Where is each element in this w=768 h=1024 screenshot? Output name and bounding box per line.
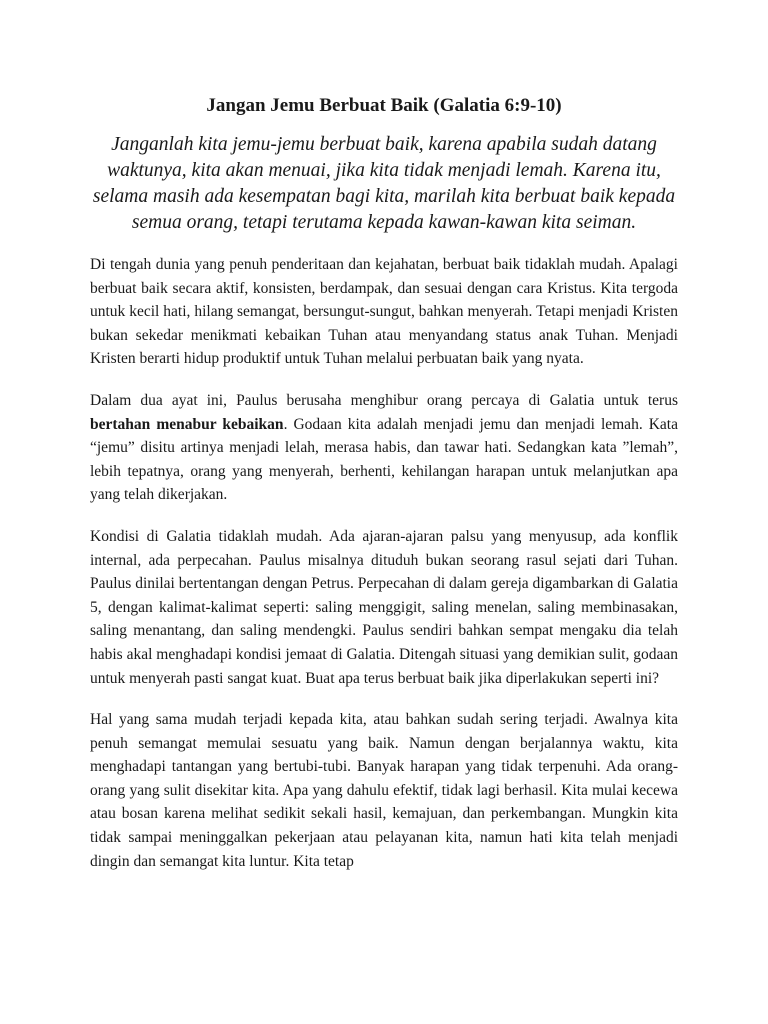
paragraph-1: Di tengah dunia yang penuh penderitaan dan kejahatan, berbuat baik tidaklah mudah. Apalagi berbuat baik secara aktif, konsisten, berdampak, dan sesuai dengan cara Kristus. Kita tergoda untuk kecil hati, hilang semangat, bersungut-sungut, bahkan menyerah. Tetapi menjadi Kristen bukan sekedar menikmati kebaikan Tuhan atau menyandang status anak Tuhan. Menjadi Kristen berarti hidup produktif untuk Tuhan melalui perbuatan baik yang nyata. [90,256,678,368]
paragraph-2-text-start: Dalam dua ayat ini, Paulus berusaha menghibur orang percaya di Galatia untuk terus [90,391,678,409]
paragraph-2-text-end: . Godaan kita adalah menjadi jemu dan menjadi lemah. Kata “jemu” disitu artinya menjadi lelah, merasa habis, dan tawar hati. Sedangkan kata ”lemah”, lebih tepatnya, orang yang menyerah, berhenti, kehilangan harapan untuk melanjutkan apa yang telah dikerjakan. [90,415,678,504]
paragraph-2-emphasis: bertahan menabur kebaikan [90,415,284,433]
paragraph-4: Hal yang sama mudah terjadi kepada kita, atau bahkan sudah sering terjadi. Awalnya kita penuh semangat memulai sesuatu yang baik. Namun dengan berjalannya waktu, kita menghadapi tantangan yang bertubi-tubi. Banyak harapan yang tidak terpenuhi. Ada orang-orang yang sulit disekitar kita. Apa yang dahulu efektif, tidak lagi berhasil. Kita mulai kecewa atau bosan karena melihat sedikit sekali hasil, kemajuan, dan perkembangan. Mungkin kita tidak sampai meninggalkan pekerjaan atau pelayanan kita, namun hati kita telah menjadi dingin dan semangat kita luntur. Kita tetap [90,711,678,870]
scripture-verse: Janganlah kita jemu-jemu berbuat baik, karena apabila sudah datang waktunya, kita akan menuai, jika kita tidak menjadi lemah. Karena itu, selama masih ada kesempatan bagi kita, marilah kita berbuat baik kepada semua orang, tetapi terutama kepada kawan-kawan kita seiman. [92,134,676,233]
document-title: Jangan Jemu Berbuat Baik (Galatia 6:9-10) [206,95,562,116]
paragraph-3: Kondisi di Galatia tidaklah mudah. Ada ajaran-ajaran palsu yang menyusup, ada konflik internal, ada perpecahan. Paulus misalnya dituduh bukan seorang rasul sejati dari Tuhan. Paulus dinilai bertentangan dengan Petrus. Perpecahan di dalam gereja digambarkan di Galatia 5, dengan kalimat-kalimat seperti: saling menggigit, saling menelan, saling membinasakan, saling menantang, dan saling mendengki. Paulus sendiri bahkan sempat mengaku dia telah habis akal menghadapi kondisi jemaat di Galatia. Ditengah situasi yang demikian sulit, godaan untuk menyerah pasti sangat kuat. Buat apa terus berbuat baik jika diperlakukan seperti ini? [90,527,678,687]
paragraph-2 [90,389,678,507]
